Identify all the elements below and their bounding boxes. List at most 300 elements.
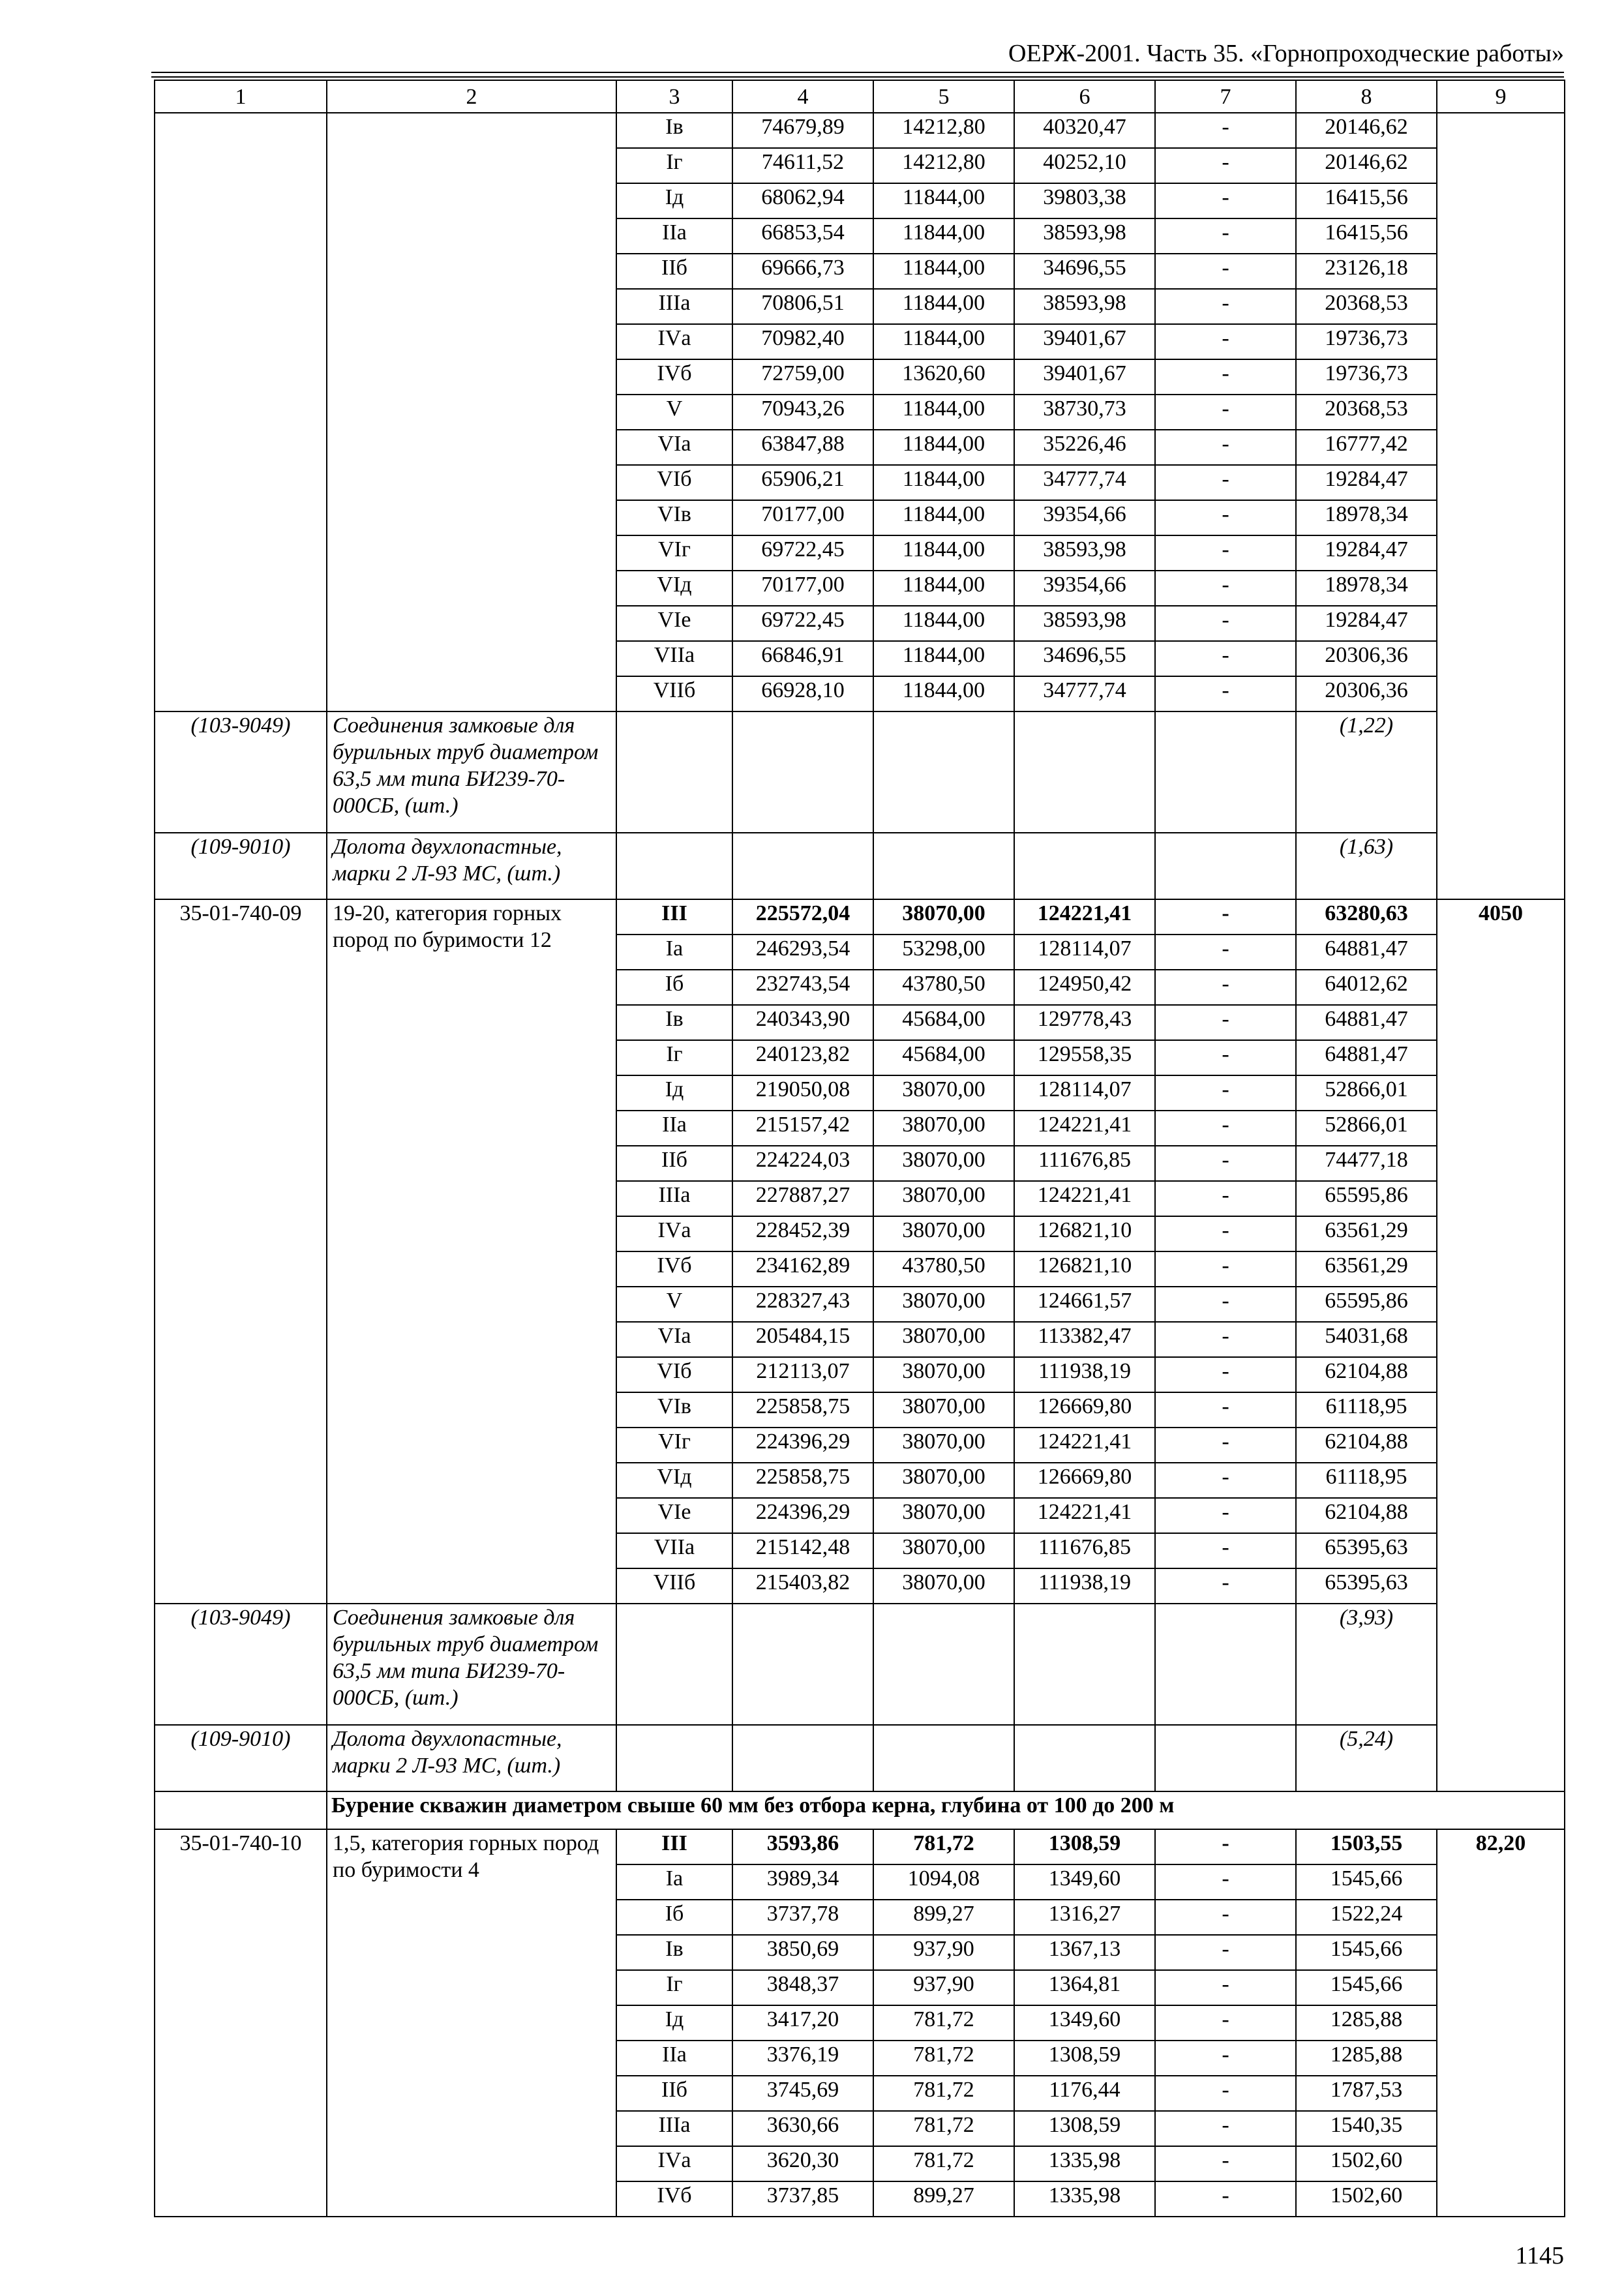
value-cell-col8: 64881,47 bbox=[1296, 1005, 1437, 1040]
value-cell-col5: 38070,00 bbox=[873, 1111, 1014, 1146]
value-cell-col3: Iг bbox=[616, 148, 732, 183]
value-cell-col3: VIб bbox=[616, 465, 732, 500]
value-cell-col5: 781,72 bbox=[873, 2111, 1014, 2146]
value-cell-col7: - bbox=[1155, 1935, 1296, 1970]
value-cell-col8: 16415,56 bbox=[1296, 183, 1437, 218]
value-cell-col4: 228452,39 bbox=[732, 1216, 873, 1251]
value-cell-col5: 38070,00 bbox=[873, 1533, 1014, 1568]
value-cell-col5: 11844,00 bbox=[873, 254, 1014, 289]
material-code: (109-9010) bbox=[155, 833, 327, 899]
labor-cost-cell: 82,20 bbox=[1437, 1829, 1565, 2217]
value-cell-col6: 38593,98 bbox=[1014, 218, 1155, 254]
value-cell-col4: 219050,08 bbox=[732, 1075, 873, 1111]
value-cell-col3: Iа bbox=[616, 1864, 732, 1900]
value-cell-col4: 227887,27 bbox=[732, 1181, 873, 1216]
value-cell-col8: 65595,86 bbox=[1296, 1287, 1437, 1322]
value-cell-col5: 899,27 bbox=[873, 1900, 1014, 1935]
value-cell-col6: 128114,07 bbox=[1014, 935, 1155, 970]
empty-cell bbox=[616, 711, 732, 833]
value-cell-col3: VIIб bbox=[616, 676, 732, 711]
value-cell-col4: 225858,75 bbox=[732, 1392, 873, 1428]
value-cell-col6: 124221,41 bbox=[1014, 1181, 1155, 1216]
value-cell-col4: 224224,03 bbox=[732, 1146, 873, 1181]
value-cell-col7: - bbox=[1155, 1463, 1296, 1498]
value-cell-col5: 38070,00 bbox=[873, 1287, 1014, 1322]
value-cell-col7: - bbox=[1155, 1568, 1296, 1604]
value-cell-col8: 20146,62 bbox=[1296, 148, 1437, 183]
column-number-3: 3 bbox=[616, 80, 732, 113]
section-heading: Бурение скважин диаметром свыше 60 мм без отбора керна, глубина от 100 до 200 м bbox=[327, 1791, 1565, 1829]
empty-cell bbox=[873, 711, 1014, 833]
material-row bbox=[155, 1725, 1565, 1791]
value-cell-col8: 20368,53 bbox=[1296, 289, 1437, 324]
value-cell-col4: 3745,69 bbox=[732, 2076, 873, 2111]
value-cell-col5: 38070,00 bbox=[873, 899, 1014, 935]
value-cell-col5: 11844,00 bbox=[873, 500, 1014, 535]
value-cell-col4: 3417,20 bbox=[732, 2005, 873, 2041]
value-cell-col8: 1285,88 bbox=[1296, 2005, 1437, 2041]
value-cell-col7: - bbox=[1155, 183, 1296, 218]
value-cell-col8: 1540,35 bbox=[1296, 2111, 1437, 2146]
empty-cell bbox=[616, 1604, 732, 1725]
material-quantity: (1,22) bbox=[1296, 711, 1437, 833]
value-cell-col3: Iв bbox=[616, 1935, 732, 1970]
value-cell-col7: - bbox=[1155, 1146, 1296, 1181]
material-quantity: (1,63) bbox=[1296, 833, 1437, 899]
value-cell-col4: 212113,07 bbox=[732, 1357, 873, 1392]
value-cell-col6: 38593,98 bbox=[1014, 606, 1155, 641]
value-cell-col3: III bbox=[616, 899, 732, 935]
value-cell-col5: 14212,80 bbox=[873, 113, 1014, 148]
empty-cell bbox=[873, 1604, 1014, 1725]
value-cell-col6: 124661,57 bbox=[1014, 1287, 1155, 1322]
value-cell-col7: - bbox=[1155, 2111, 1296, 2146]
price-table bbox=[154, 80, 1565, 2217]
value-cell-col8: 61118,95 bbox=[1296, 1463, 1437, 1498]
labor-cost-cell: 4050 bbox=[1437, 899, 1565, 1791]
empty-cell bbox=[1014, 711, 1155, 833]
value-cell-col7: - bbox=[1155, 2146, 1296, 2181]
value-cell-col5: 38070,00 bbox=[873, 1216, 1014, 1251]
value-cell-col7: - bbox=[1155, 2181, 1296, 2217]
material-quantity: (5,24) bbox=[1296, 1725, 1437, 1791]
value-cell-col3: VIIб bbox=[616, 1568, 732, 1604]
value-cell-col3: IIIа bbox=[616, 2111, 732, 2146]
value-cell-col6: 39354,66 bbox=[1014, 500, 1155, 535]
value-cell-col6: 1176,44 bbox=[1014, 2076, 1155, 2111]
value-cell-col6: 111938,19 bbox=[1014, 1357, 1155, 1392]
value-cell-col7: - bbox=[1155, 1287, 1296, 1322]
value-cell-col4: 66928,10 bbox=[732, 676, 873, 711]
value-cell-col6: 35226,46 bbox=[1014, 430, 1155, 465]
column-number-1: 1 bbox=[155, 80, 327, 113]
value-cell-col8: 19284,47 bbox=[1296, 535, 1437, 571]
value-cell-col5: 38070,00 bbox=[873, 1463, 1014, 1498]
value-cell-col3: VIе bbox=[616, 1498, 732, 1533]
item-description-cell: 19-20, категория горных пород по буримости 12 bbox=[327, 899, 616, 1604]
value-cell-col5: 38070,00 bbox=[873, 1428, 1014, 1463]
value-cell-col4: 63847,88 bbox=[732, 430, 873, 465]
value-cell-col4: 74679,89 bbox=[732, 113, 873, 148]
table-row bbox=[155, 113, 1565, 148]
value-cell-col6: 126669,80 bbox=[1014, 1392, 1155, 1428]
value-cell-col7: - bbox=[1155, 535, 1296, 571]
value-cell-col3: IIIа bbox=[616, 289, 732, 324]
value-cell-col6: 34696,55 bbox=[1014, 254, 1155, 289]
value-cell-col4: 228327,43 bbox=[732, 1287, 873, 1322]
section-code-cell bbox=[155, 1791, 327, 1829]
item-code-cell: 35-01-740-09 bbox=[155, 899, 327, 1604]
value-cell-col4: 65906,21 bbox=[732, 465, 873, 500]
running-header: ОЕРЖ-2001. Часть 35. «Горнопроходческие работы» bbox=[1008, 40, 1564, 67]
value-cell-col6: 111676,85 bbox=[1014, 1533, 1155, 1568]
table-body bbox=[155, 113, 1565, 2217]
value-cell-col8: 65595,86 bbox=[1296, 1181, 1437, 1216]
value-cell-col5: 781,72 bbox=[873, 2146, 1014, 2181]
value-cell-col7: - bbox=[1155, 2076, 1296, 2111]
value-cell-col8: 64881,47 bbox=[1296, 1040, 1437, 1075]
value-cell-col8: 61118,95 bbox=[1296, 1392, 1437, 1428]
value-cell-col7: - bbox=[1155, 254, 1296, 289]
value-cell-col5: 38070,00 bbox=[873, 1498, 1014, 1533]
value-cell-col4: 232743,54 bbox=[732, 970, 873, 1005]
value-cell-col7: - bbox=[1155, 1498, 1296, 1533]
value-cell-col5: 11844,00 bbox=[873, 606, 1014, 641]
value-cell-col3: III bbox=[616, 1829, 732, 1864]
value-cell-col7: - bbox=[1155, 324, 1296, 359]
value-cell-col8: 20146,62 bbox=[1296, 113, 1437, 148]
material-row bbox=[155, 833, 1565, 899]
value-cell-col6: 129778,43 bbox=[1014, 1005, 1155, 1040]
value-cell-col6: 1335,98 bbox=[1014, 2181, 1155, 2217]
value-cell-col3: IIIа bbox=[616, 1181, 732, 1216]
item-description-cell bbox=[327, 113, 616, 711]
material-row bbox=[155, 1604, 1565, 1725]
value-cell-col4: 69722,45 bbox=[732, 606, 873, 641]
value-cell-col3: IIб bbox=[616, 254, 732, 289]
value-cell-col4: 3737,85 bbox=[732, 2181, 873, 2217]
value-cell-col6: 34696,55 bbox=[1014, 641, 1155, 676]
value-cell-col4: 69666,73 bbox=[732, 254, 873, 289]
value-cell-col5: 11844,00 bbox=[873, 183, 1014, 218]
value-cell-col5: 11844,00 bbox=[873, 465, 1014, 500]
value-cell-col3: VIд bbox=[616, 1463, 732, 1498]
value-cell-col3: VIв bbox=[616, 500, 732, 535]
value-cell-col5: 38070,00 bbox=[873, 1181, 1014, 1216]
value-cell-col7: - bbox=[1155, 1533, 1296, 1568]
value-cell-col7: - bbox=[1155, 1251, 1296, 1287]
empty-cell bbox=[1014, 833, 1155, 899]
value-cell-col7: - bbox=[1155, 2005, 1296, 2041]
value-cell-col3: IVа bbox=[616, 2146, 732, 2181]
value-cell-col8: 19284,47 bbox=[1296, 465, 1437, 500]
value-cell-col7: - bbox=[1155, 500, 1296, 535]
value-cell-col3: Iд bbox=[616, 183, 732, 218]
empty-cell bbox=[732, 833, 873, 899]
value-cell-col5: 781,72 bbox=[873, 2005, 1014, 2041]
value-cell-col6: 34777,74 bbox=[1014, 465, 1155, 500]
value-cell-col4: 70943,26 bbox=[732, 395, 873, 430]
value-cell-col8: 1503,55 bbox=[1296, 1829, 1437, 1864]
header-rule-top bbox=[151, 72, 1564, 73]
value-cell-col6: 128114,07 bbox=[1014, 1075, 1155, 1111]
value-cell-col5: 11844,00 bbox=[873, 641, 1014, 676]
material-name: Долота двухлопастные, марки 2 Л-93 МС, (шт.) bbox=[327, 833, 616, 899]
value-cell-col8: 52866,01 bbox=[1296, 1111, 1437, 1146]
value-cell-col5: 13620,60 bbox=[873, 359, 1014, 395]
value-cell-col7: - bbox=[1155, 1181, 1296, 1216]
value-cell-col3: V bbox=[616, 395, 732, 430]
value-cell-col5: 11844,00 bbox=[873, 535, 1014, 571]
value-cell-col8: 1522,24 bbox=[1296, 1900, 1437, 1935]
value-cell-col7: - bbox=[1155, 1357, 1296, 1392]
value-cell-col5: 38070,00 bbox=[873, 1075, 1014, 1111]
value-cell-col3: Iб bbox=[616, 970, 732, 1005]
value-cell-col3: VIIа bbox=[616, 1533, 732, 1568]
value-cell-col4: 3737,78 bbox=[732, 1900, 873, 1935]
value-cell-col6: 1364,81 bbox=[1014, 1970, 1155, 2005]
header-rule-bottom bbox=[151, 76, 1564, 78]
material-row bbox=[155, 711, 1565, 833]
empty-cell bbox=[1014, 1604, 1155, 1725]
value-cell-col8: 1285,88 bbox=[1296, 2041, 1437, 2076]
value-cell-col8: 18978,34 bbox=[1296, 571, 1437, 606]
value-cell-col3: IVа bbox=[616, 324, 732, 359]
value-cell-col7: - bbox=[1155, 899, 1296, 935]
value-cell-col8: 64012,62 bbox=[1296, 970, 1437, 1005]
value-cell-col3: VIд bbox=[616, 571, 732, 606]
value-cell-col3: VIг bbox=[616, 1428, 732, 1463]
column-number-row bbox=[155, 80, 1565, 113]
value-cell-col7: - bbox=[1155, 1216, 1296, 1251]
value-cell-col4: 224396,29 bbox=[732, 1498, 873, 1533]
value-cell-col7: - bbox=[1155, 606, 1296, 641]
value-cell-col6: 1308,59 bbox=[1014, 2041, 1155, 2076]
value-cell-col3: VIв bbox=[616, 1392, 732, 1428]
empty-cell bbox=[732, 711, 873, 833]
value-cell-col8: 1787,53 bbox=[1296, 2076, 1437, 2111]
material-code: (109-9010) bbox=[155, 1725, 327, 1791]
value-cell-col4: 225858,75 bbox=[732, 1463, 873, 1498]
value-cell-col7: - bbox=[1155, 359, 1296, 395]
value-cell-col7: - bbox=[1155, 430, 1296, 465]
value-cell-col5: 53298,00 bbox=[873, 935, 1014, 970]
value-cell-col7: - bbox=[1155, 218, 1296, 254]
value-cell-col3: IVа bbox=[616, 1216, 732, 1251]
value-cell-col8: 18978,34 bbox=[1296, 500, 1437, 535]
value-cell-col6: 40252,10 bbox=[1014, 148, 1155, 183]
value-cell-col6: 124221,41 bbox=[1014, 1498, 1155, 1533]
column-number-9: 9 bbox=[1437, 80, 1565, 113]
value-cell-col8: 63561,29 bbox=[1296, 1216, 1437, 1251]
value-cell-col3: IVб bbox=[616, 359, 732, 395]
value-cell-col6: 38730,73 bbox=[1014, 395, 1155, 430]
value-cell-col6: 39354,66 bbox=[1014, 571, 1155, 606]
value-cell-col4: 234162,89 bbox=[732, 1251, 873, 1287]
value-cell-col6: 124221,41 bbox=[1014, 1428, 1155, 1463]
value-cell-col5: 45684,00 bbox=[873, 1005, 1014, 1040]
table-row bbox=[155, 1829, 1565, 1864]
value-cell-col4: 215157,42 bbox=[732, 1111, 873, 1146]
value-cell-col7: - bbox=[1155, 1829, 1296, 1864]
value-cell-col4: 70806,51 bbox=[732, 289, 873, 324]
value-cell-col4: 69722,45 bbox=[732, 535, 873, 571]
empty-cell bbox=[1014, 1725, 1155, 1791]
value-cell-col3: Iв bbox=[616, 1005, 732, 1040]
value-cell-col8: 1545,66 bbox=[1296, 1935, 1437, 1970]
value-cell-col4: 70177,00 bbox=[732, 500, 873, 535]
value-cell-col5: 43780,50 bbox=[873, 970, 1014, 1005]
value-cell-col5: 43780,50 bbox=[873, 1251, 1014, 1287]
value-cell-col4: 215142,48 bbox=[732, 1533, 873, 1568]
material-quantity: (3,93) bbox=[1296, 1604, 1437, 1725]
value-cell-col7: - bbox=[1155, 395, 1296, 430]
value-cell-col5: 11844,00 bbox=[873, 430, 1014, 465]
empty-cell bbox=[1155, 833, 1296, 899]
value-cell-col4: 240343,90 bbox=[732, 1005, 873, 1040]
value-cell-col4: 240123,82 bbox=[732, 1040, 873, 1075]
column-number-8: 8 bbox=[1296, 80, 1437, 113]
value-cell-col8: 62104,88 bbox=[1296, 1428, 1437, 1463]
value-cell-col3: VIа bbox=[616, 430, 732, 465]
value-cell-col8: 20306,36 bbox=[1296, 676, 1437, 711]
value-cell-col3: VIе bbox=[616, 606, 732, 641]
value-cell-col4: 72759,00 bbox=[732, 359, 873, 395]
value-cell-col5: 781,72 bbox=[873, 1829, 1014, 1864]
value-cell-col6: 38593,98 bbox=[1014, 289, 1155, 324]
value-cell-col5: 11844,00 bbox=[873, 571, 1014, 606]
value-cell-col7: - bbox=[1155, 1040, 1296, 1075]
value-cell-col8: 1502,60 bbox=[1296, 2181, 1437, 2217]
value-cell-col4: 205484,15 bbox=[732, 1322, 873, 1357]
value-cell-col6: 129558,35 bbox=[1014, 1040, 1155, 1075]
column-number-7: 7 bbox=[1155, 80, 1296, 113]
value-cell-col4: 3630,66 bbox=[732, 2111, 873, 2146]
value-cell-col6: 40320,47 bbox=[1014, 113, 1155, 148]
value-cell-col6: 126669,80 bbox=[1014, 1463, 1155, 1498]
value-cell-col7: - bbox=[1155, 2041, 1296, 2076]
value-cell-col5: 899,27 bbox=[873, 2181, 1014, 2217]
value-cell-col8: 1545,66 bbox=[1296, 1864, 1437, 1900]
value-cell-col8: 62104,88 bbox=[1296, 1357, 1437, 1392]
value-cell-col3: IVб bbox=[616, 2181, 732, 2217]
value-cell-col4: 68062,94 bbox=[732, 183, 873, 218]
value-cell-col6: 1335,98 bbox=[1014, 2146, 1155, 2181]
value-cell-col7: - bbox=[1155, 1970, 1296, 2005]
value-cell-col7: - bbox=[1155, 1392, 1296, 1428]
value-cell-col5: 781,72 bbox=[873, 2041, 1014, 2076]
material-code: (103-9049) bbox=[155, 711, 327, 833]
value-cell-col3: VIIа bbox=[616, 641, 732, 676]
value-cell-col3: IIа bbox=[616, 218, 732, 254]
value-cell-col3: V bbox=[616, 1287, 732, 1322]
value-cell-col5: 45684,00 bbox=[873, 1040, 1014, 1075]
empty-cell bbox=[616, 1725, 732, 1791]
value-cell-col4: 70177,00 bbox=[732, 571, 873, 606]
value-cell-col7: - bbox=[1155, 1428, 1296, 1463]
value-cell-col5: 38070,00 bbox=[873, 1357, 1014, 1392]
value-cell-col7: - bbox=[1155, 935, 1296, 970]
value-cell-col6: 1349,60 bbox=[1014, 1864, 1155, 1900]
value-cell-col7: - bbox=[1155, 1900, 1296, 1935]
value-cell-col7: - bbox=[1155, 676, 1296, 711]
value-cell-col5: 937,90 bbox=[873, 1970, 1014, 2005]
value-cell-col7: - bbox=[1155, 113, 1296, 148]
value-cell-col6: 38593,98 bbox=[1014, 535, 1155, 571]
column-number-4: 4 bbox=[732, 80, 873, 113]
value-cell-col7: - bbox=[1155, 1075, 1296, 1111]
value-cell-col5: 38070,00 bbox=[873, 1146, 1014, 1181]
value-cell-col7: - bbox=[1155, 641, 1296, 676]
value-cell-col5: 1094,08 bbox=[873, 1864, 1014, 1900]
value-cell-col4: 70982,40 bbox=[732, 324, 873, 359]
material-name: Долота двухлопастные, марки 2 Л-93 МС, (шт.) bbox=[327, 1725, 616, 1791]
value-cell-col8: 74477,18 bbox=[1296, 1146, 1437, 1181]
value-cell-col3: IIб bbox=[616, 2076, 732, 2111]
value-cell-col6: 34777,74 bbox=[1014, 676, 1155, 711]
value-cell-col5: 14212,80 bbox=[873, 148, 1014, 183]
value-cell-col3: Iб bbox=[616, 1900, 732, 1935]
value-cell-col5: 38070,00 bbox=[873, 1568, 1014, 1604]
value-cell-col4: 3593,86 bbox=[732, 1829, 873, 1864]
value-cell-col6: 113382,47 bbox=[1014, 1322, 1155, 1357]
item-description-cell: 1,5, категория горных пород по буримости 4 bbox=[327, 1829, 616, 2217]
value-cell-col7: - bbox=[1155, 289, 1296, 324]
page-number: 1145 bbox=[1515, 2242, 1564, 2269]
value-cell-col3: IIа bbox=[616, 2041, 732, 2076]
value-cell-col4: 3848,37 bbox=[732, 1970, 873, 2005]
column-number-2: 2 bbox=[327, 80, 616, 113]
value-cell-col3: Iг bbox=[616, 1970, 732, 2005]
empty-cell bbox=[873, 833, 1014, 899]
item-code-cell bbox=[155, 113, 327, 711]
value-cell-col4: 66846,91 bbox=[732, 641, 873, 676]
material-name: Соединения замковые для бурильных труб диаметром 63,5 мм типа БИ239-70-000СБ, (шт.) bbox=[327, 1604, 616, 1725]
value-cell-col6: 1308,59 bbox=[1014, 2111, 1155, 2146]
empty-cell bbox=[1155, 1604, 1296, 1725]
value-cell-col6: 111676,85 bbox=[1014, 1146, 1155, 1181]
value-cell-col3: IIа bbox=[616, 1111, 732, 1146]
empty-cell bbox=[732, 1604, 873, 1725]
value-cell-col6: 39401,67 bbox=[1014, 324, 1155, 359]
value-cell-col6: 1308,59 bbox=[1014, 1829, 1155, 1864]
value-cell-col7: - bbox=[1155, 1322, 1296, 1357]
value-cell-col8: 65395,63 bbox=[1296, 1533, 1437, 1568]
value-cell-col3: IVб bbox=[616, 1251, 732, 1287]
value-cell-col8: 16415,56 bbox=[1296, 218, 1437, 254]
value-cell-col8: 16777,42 bbox=[1296, 430, 1437, 465]
value-cell-col3: IIб bbox=[616, 1146, 732, 1181]
value-cell-col4: 246293,54 bbox=[732, 935, 873, 970]
value-cell-col8: 65395,63 bbox=[1296, 1568, 1437, 1604]
value-cell-col5: 781,72 bbox=[873, 2076, 1014, 2111]
value-cell-col5: 38070,00 bbox=[873, 1392, 1014, 1428]
value-cell-col8: 1545,66 bbox=[1296, 1970, 1437, 2005]
empty-cell bbox=[616, 833, 732, 899]
value-cell-col5: 11844,00 bbox=[873, 218, 1014, 254]
table-row bbox=[155, 899, 1565, 935]
value-cell-col4: 3850,69 bbox=[732, 1935, 873, 1970]
value-cell-col7: - bbox=[1155, 465, 1296, 500]
value-cell-col6: 39803,38 bbox=[1014, 183, 1155, 218]
value-cell-col3: VIб bbox=[616, 1357, 732, 1392]
value-cell-col6: 39401,67 bbox=[1014, 359, 1155, 395]
value-cell-col8: 19284,47 bbox=[1296, 606, 1437, 641]
value-cell-col6: 111938,19 bbox=[1014, 1568, 1155, 1604]
value-cell-col6: 124221,41 bbox=[1014, 899, 1155, 935]
labor-cost-cell bbox=[1437, 113, 1565, 899]
value-cell-col8: 54031,68 bbox=[1296, 1322, 1437, 1357]
